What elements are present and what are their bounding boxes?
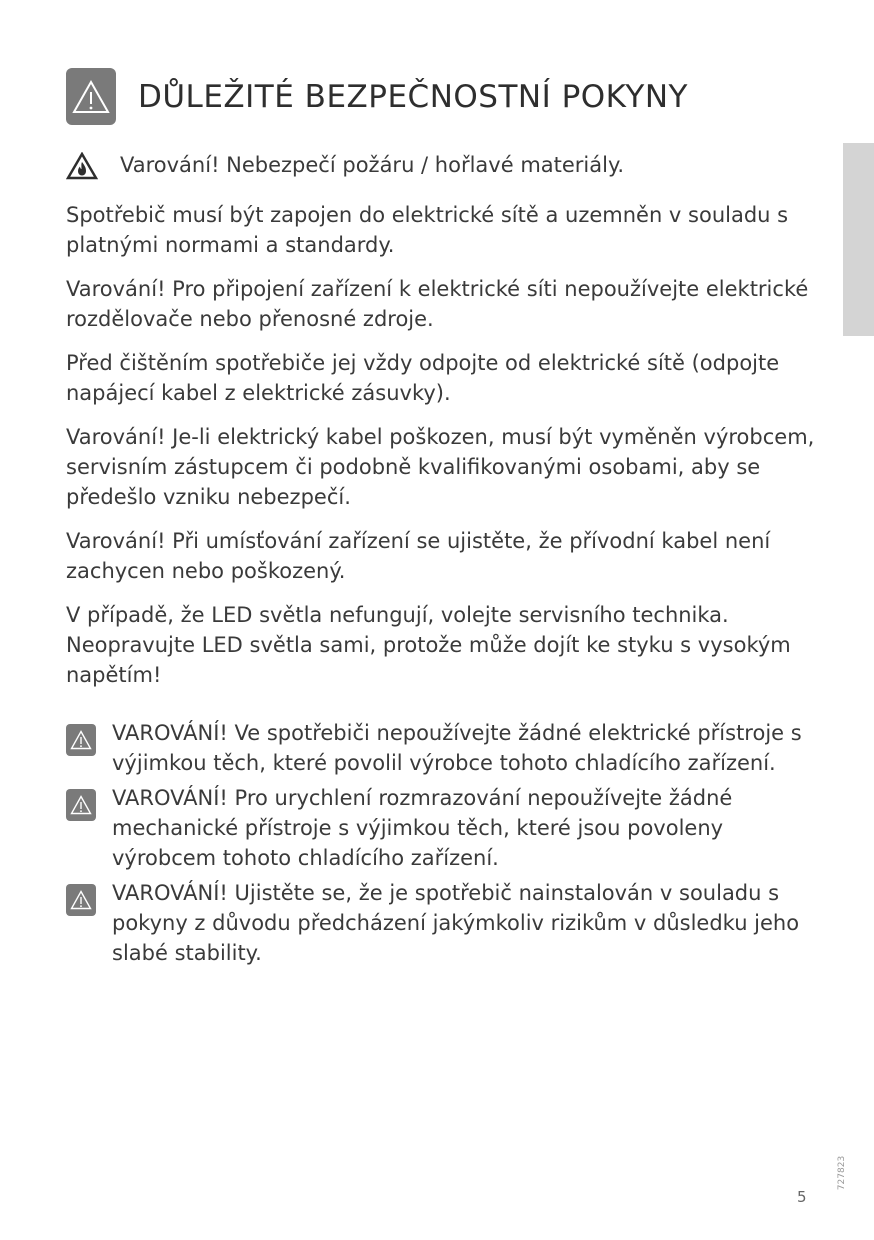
flammable-warning-icon bbox=[66, 152, 98, 180]
document-body bbox=[66, 150, 816, 973]
warning-icon bbox=[66, 724, 96, 756]
page-title: DŮLEŽITÉ BEZPEČNOSTNÍ POKYNY bbox=[138, 78, 688, 115]
warning-item bbox=[66, 783, 816, 873]
warning-icon bbox=[66, 884, 96, 916]
paragraph-no-adapters: Varování! Pro připojení zařízení k elektrické síti nepoužívejte elektrické rozdělovače nebo přenosné zdroje. bbox=[66, 277, 809, 331]
paragraph-damaged-cable: Varování! Je-li elektrický kabel poškozen, musí být vyměněn výrobcem, servisním zástupcem či podobně kvalifikovanými osobami, aby se předešlo vzniku nebezpečí. bbox=[66, 425, 815, 509]
section-tab bbox=[843, 143, 874, 336]
warning-icon bbox=[66, 68, 116, 125]
warning-text: VAROVÁNÍ! Ujistěte se, že je spotřebič nainstalován v souladu s pokyny z důvodu předcházení jakýmkoliv rizikům v důsledku jeho slabé stability. bbox=[112, 881, 800, 965]
paragraph-cable-placement: Varování! Při umísťování zařízení se ujistěte, že přívodní kabel není zachycen nebo poškozený. bbox=[66, 529, 771, 583]
warning-text: VAROVÁNÍ! Pro urychlení rozmrazování nepoužívejte žádné mechanické přístroje s výjimkou těch, které jsou povoleny výrobcem tohoto chladícího zařízení. bbox=[112, 786, 733, 870]
fire-warning-text: Varování! Nebezpečí požáru / hořlavé materiály. bbox=[120, 153, 625, 177]
paragraph-grounding: Spotřebič musí být zapojen do elektrické sítě a uzemněn v souladu s platnými normami a standardy. bbox=[66, 203, 789, 257]
warning-list bbox=[66, 718, 816, 968]
warning-text: VAROVÁNÍ! Ve spotřebiči nepoužívejte žádné elektrické přístroje s výjimkou těch, které povolil výrobce tohoto chladícího zařízení. bbox=[112, 721, 802, 775]
warning-icon bbox=[66, 789, 96, 821]
document-code: 727823 bbox=[837, 1155, 847, 1191]
page-number: 5 bbox=[797, 1188, 807, 1206]
page-header bbox=[66, 68, 688, 125]
paragraph-unplug-cleaning: Před čištěním spotřebiče jej vždy odpojte od elektrické sítě (odpojte napájecí kabel z elektrické zásuvky). bbox=[66, 351, 780, 405]
paragraph-led-lights: V případě, že LED světla nefungují, volejte servisního technika. Neopravujte LED světla sami, protože může dojít ke styku s vysokým napětím! bbox=[66, 603, 791, 687]
warning-item bbox=[66, 878, 816, 968]
fire-warning bbox=[66, 150, 816, 181]
warning-item bbox=[66, 718, 816, 778]
